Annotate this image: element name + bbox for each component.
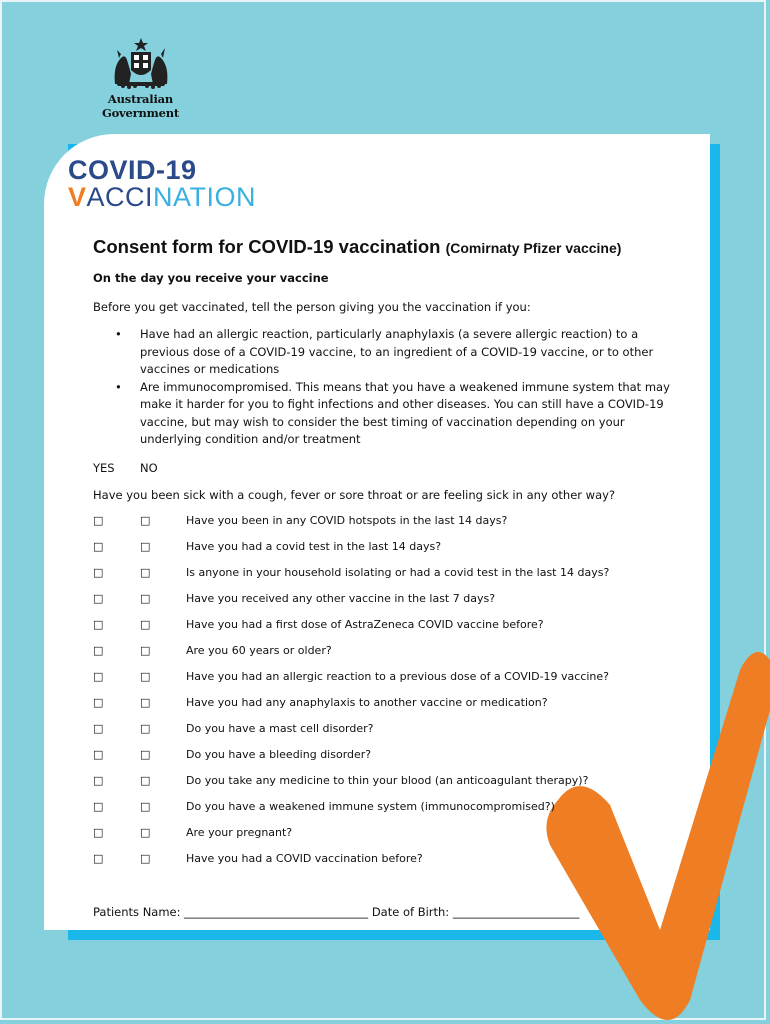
no-checkbox[interactable]: □ [140, 852, 151, 865]
logo-v-check: V [68, 182, 87, 212]
patient-details-footer [93, 905, 579, 919]
yes-checkbox[interactable]: □ [93, 670, 104, 683]
question-text: Have you had a first dose of AstraZeneca COVID vaccine before? [186, 618, 544, 631]
yes-checkbox[interactable]: □ [93, 852, 104, 865]
yes-checkbox[interactable]: □ [93, 748, 104, 761]
bullet-immunocompromised: • Are immunocompromised. This means that you have a weakened immune system that may make it harder for you to fight infections and other diseases. You can still have a COVID-19 vaccine, but may wish to consider the best timing of vaccination depending on your underlying condition and/or treatment [115, 379, 685, 449]
question-text: Are your pregnant? [186, 826, 293, 839]
no-checkbox[interactable]: □ [140, 800, 151, 813]
no-column-label: NO [140, 461, 158, 475]
bullet-list [115, 326, 685, 449]
form-title [93, 236, 693, 258]
no-checkbox[interactable]: □ [140, 618, 151, 631]
yes-checkbox[interactable]: □ [93, 540, 104, 553]
no-checkbox[interactable]: □ [140, 774, 151, 787]
form-title-suffix: (Comirnaty Pfizer vaccine) [445, 240, 622, 256]
logo-line-vaccination [68, 182, 288, 212]
form-title-main: Consent form for COVID-19 vaccination [93, 236, 441, 257]
yes-checkbox[interactable]: □ [93, 826, 104, 839]
logo-line-covid [68, 155, 288, 185]
government-name: Australian Government [101, 92, 180, 120]
no-checkbox[interactable]: □ [140, 540, 151, 553]
bullet-allergic-reaction: • Have had an allergic reaction, particularly anaphylaxis (a severe allergic reaction) to a previous dose of a COVID-19 vaccine, to an ingredient of a COVID-19 vaccine, or to other vaccines or medications [115, 326, 685, 379]
question-text: Are you 60 years or older? [186, 644, 332, 657]
yes-checkbox[interactable]: □ [93, 566, 104, 579]
yes-checkbox[interactable]: □ [93, 644, 104, 657]
no-checkbox[interactable]: □ [140, 696, 151, 709]
yes-checkbox[interactable]: □ [93, 774, 104, 787]
section-heading: On the day you receive your vaccine [93, 271, 329, 285]
yes-checkbox[interactable]: □ [93, 514, 104, 527]
yes-checkbox[interactable]: □ [93, 722, 104, 735]
question-text: Do you have a mast cell disorder? [186, 722, 374, 735]
logo-covid-rest: OVID-19 [88, 155, 197, 185]
yes-checkbox[interactable]: □ [93, 592, 104, 605]
patient-name-field[interactable]: ________________________________ [184, 905, 369, 919]
dob-field[interactable]: ______________________ [452, 905, 580, 919]
no-checkbox[interactable]: □ [140, 722, 151, 735]
no-checkbox[interactable]: □ [140, 644, 151, 657]
yes-checkbox[interactable]: □ [93, 696, 104, 709]
question-text: Have you had a covid test in the last 14 days? [186, 540, 442, 553]
logo-acci: ACCI [86, 182, 154, 212]
general-sickness-question: Have you been sick with a cough, fever or sore throat or are feeling sick in any other way? [93, 488, 616, 502]
no-checkbox[interactable]: □ [140, 826, 151, 839]
dob-label: Date of Birth: [371, 905, 450, 919]
question-text: Do you have a bleeding disorder? [186, 748, 372, 761]
question-text: Have you had any anaphylaxis to another vaccine or medication? [186, 696, 548, 709]
no-checkbox[interactable]: □ [140, 748, 151, 761]
covid-vaccination-logo [68, 155, 288, 218]
question-text: Have you had a COVID vaccination before? [186, 852, 423, 865]
yes-checkbox[interactable]: □ [93, 618, 104, 631]
question-text: Do you take any medicine to thin your blood (an anticoagulant therapy)? [186, 774, 589, 787]
question-text: Is anyone in your household isolating or had a covid test in the last 14 days? [186, 566, 610, 579]
no-checkbox[interactable]: □ [140, 670, 151, 683]
patient-name-label: Patients Name: [93, 905, 181, 919]
yes-column-label: YES [93, 461, 115, 475]
no-checkbox[interactable]: □ [140, 514, 151, 527]
logo-nation: NATION [153, 182, 257, 212]
no-checkbox[interactable]: □ [140, 566, 151, 579]
question-text: Have you received any other vaccine in the last 7 days? [186, 592, 496, 605]
logo-c: C [68, 155, 88, 185]
no-checkbox[interactable]: □ [140, 592, 151, 605]
intro-text: Before you get vaccinated, tell the person giving you the vaccination if you: [93, 300, 531, 314]
question-text: Have you had an allergic reaction to a previous dose of a COVID-19 vaccine? [186, 670, 610, 683]
question-text: Have you been in any COVID hotspots in the last 14 days? [186, 514, 508, 527]
yes-checkbox[interactable]: □ [93, 800, 104, 813]
orange-check-icon [540, 630, 770, 1024]
question-text: Do you have a weakened immune system (immunocompromised?) [186, 800, 555, 813]
